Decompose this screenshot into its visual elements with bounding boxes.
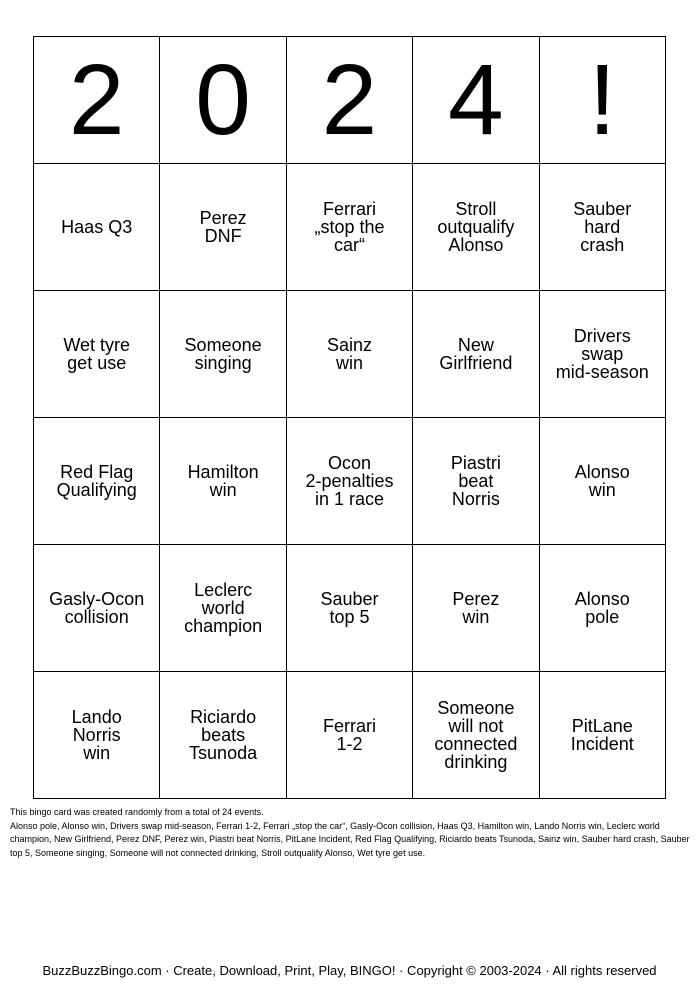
bingo-cell: Perez win bbox=[413, 545, 539, 672]
header-cell: 4 bbox=[413, 37, 539, 164]
bingo-cell: Someone singing bbox=[160, 291, 286, 418]
bingo-cell: Perez DNF bbox=[160, 164, 286, 291]
bingo-row bbox=[34, 164, 666, 291]
bingo-row bbox=[34, 418, 666, 545]
bingo-cell: Sainz win bbox=[286, 291, 412, 418]
header-row bbox=[34, 37, 666, 164]
bingo-cell: PitLane Incident bbox=[539, 672, 665, 799]
bingo-cell: Ferrari „stop the car“ bbox=[286, 164, 412, 291]
bingo-cell: Ocon 2-penalties in 1 race bbox=[286, 418, 412, 545]
header-cell: 0 bbox=[160, 37, 286, 164]
bingo-cell: Piastri beat Norris bbox=[413, 418, 539, 545]
bingo-cell: Riciardo beats Tsunoda bbox=[160, 672, 286, 799]
bingo-row bbox=[34, 545, 666, 672]
bingo-cell: Alonso win bbox=[539, 418, 665, 545]
footer-copyright: BuzzBuzzBingo.com · Create, Download, Print, Play, BINGO! · Copyright © 2003-2024 · All rights reserved bbox=[42, 963, 657, 978]
bingo-cell: Leclerc world champion bbox=[160, 545, 286, 672]
header-cell: ! bbox=[539, 37, 665, 164]
bingo-cell: Wet tyre get use bbox=[34, 291, 160, 418]
header-cell: 2 bbox=[286, 37, 412, 164]
bingo-cell: Haas Q3 bbox=[34, 164, 160, 291]
bingo-cell: Lando Norris win bbox=[34, 672, 160, 799]
bingo-row bbox=[34, 291, 666, 418]
bingo-cell: Red Flag Qualifying bbox=[34, 418, 160, 545]
card-info bbox=[10, 806, 692, 860]
bingo-cell: Alonso pole bbox=[539, 545, 665, 672]
bingo-card bbox=[33, 36, 666, 799]
card-summary: This bingo card was created randomly from a total of 24 events. bbox=[10, 807, 264, 817]
bingo-cell: Someone will not connected drinking bbox=[413, 672, 539, 799]
bingo-row bbox=[34, 672, 666, 799]
bingo-cell: Gasly-Ocon collision bbox=[34, 545, 160, 672]
bingo-cell: Hamilton win bbox=[160, 418, 286, 545]
bingo-cell: New Girlfriend bbox=[413, 291, 539, 418]
bingo-cell: Sauber top 5 bbox=[286, 545, 412, 672]
bingo-cell: Stroll outqualify Alonso bbox=[413, 164, 539, 291]
event-list: Alonso pole, Alonso win, Drivers swap mid-season, Ferrari 1-2, Ferrari „stop the car“, Gasly-Ocon collision, Haas Q3, Hamilton win, Lando Norris win, Leclerc world champion, New Girlfriend, Perez DNF, Perez win, Piastri beat Norris, PitLane Incident, Red Flag Qualifying, Riciardo beats Tsunoda, Sainz win, Sauber hard crash, Sauber top 5, Someone singing, Someone will not connected drinking, Stroll outqualify Alonso, Wet tyre get use. bbox=[10, 820, 690, 858]
bingo-cell: Ferrari 1-2 bbox=[286, 672, 412, 799]
bingo-cell: Sauber hard crash bbox=[539, 164, 665, 291]
bingo-cell: Drivers swap mid-season bbox=[539, 291, 665, 418]
header-cell: 2 bbox=[34, 37, 160, 164]
